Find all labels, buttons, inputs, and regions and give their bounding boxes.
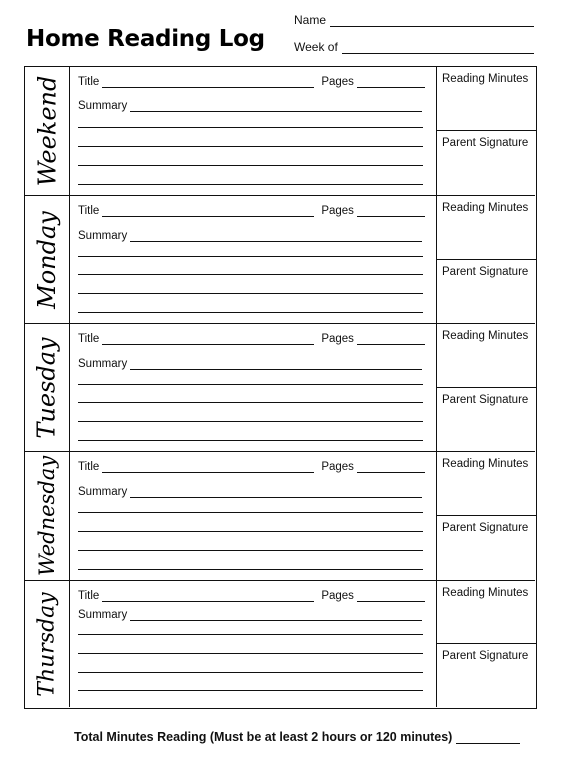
total-minutes-label: Total Minutes Reading (Must be at least 2 hours or 120 minutes) — [74, 730, 453, 744]
summary-label: Summary — [78, 100, 128, 112]
summary-line[interactable] — [78, 274, 423, 275]
title-field[interactable] — [78, 461, 425, 473]
title-field[interactable] — [78, 76, 425, 88]
reading-minutes-box[interactable] — [437, 581, 536, 644]
day-row-monday — [25, 196, 535, 324]
summary-line[interactable] — [130, 100, 422, 112]
title-label: Title — [78, 76, 100, 88]
title-line[interactable] — [102, 205, 314, 217]
summary-line[interactable] — [78, 634, 423, 635]
title-label: Title — [78, 461, 100, 473]
day-row-tuesday — [25, 324, 535, 452]
reading-log-table — [24, 66, 537, 709]
day-cell — [25, 581, 70, 707]
pages-line[interactable] — [357, 333, 425, 345]
day-label: Thursday — [34, 591, 60, 697]
total-minutes-line[interactable] — [456, 731, 520, 744]
summary-line[interactable] — [78, 512, 423, 513]
summary-field[interactable] — [78, 100, 422, 112]
title-field[interactable] — [78, 205, 425, 217]
summary-line[interactable] — [78, 312, 423, 313]
summary-line[interactable] — [78, 127, 423, 128]
summary-label: Summary — [78, 609, 128, 621]
day-label: Tuesday — [33, 336, 61, 439]
summary-field[interactable] — [78, 486, 422, 498]
signature-label: Parent Signature — [442, 265, 529, 278]
summary-line[interactable] — [130, 609, 422, 621]
parent-signature-box[interactable] — [437, 516, 536, 580]
minutes-label: Reading Minutes — [442, 458, 529, 470]
summary-line[interactable] — [78, 531, 423, 532]
summary-label: Summary — [78, 358, 128, 370]
pages-label: Pages — [321, 205, 354, 217]
entry-area — [69, 581, 436, 707]
signature-label: Parent Signature — [442, 393, 529, 406]
signature-label: Parent Signature — [442, 650, 529, 662]
title-line[interactable] — [102, 76, 314, 88]
day-cell — [25, 324, 70, 451]
day-row-weekend — [25, 67, 535, 196]
summary-label: Summary — [78, 230, 128, 242]
page-title: Home Reading Log — [26, 26, 265, 52]
signature-label: Parent Signature — [442, 522, 529, 534]
parent-signature-box[interactable] — [437, 260, 536, 324]
summary-line[interactable] — [78, 256, 423, 257]
summary-line[interactable] — [78, 653, 423, 654]
side-column — [436, 581, 536, 707]
week-line[interactable] — [342, 41, 534, 54]
day-cell — [25, 196, 70, 323]
title-line[interactable] — [102, 590, 314, 602]
day-label: Wednesday — [35, 455, 59, 577]
pages-label: Pages — [321, 76, 354, 88]
week-field[interactable] — [294, 40, 534, 54]
side-column — [436, 452, 536, 580]
summary-line[interactable] — [78, 384, 423, 385]
minutes-label: Reading Minutes — [442, 587, 529, 599]
side-column — [436, 67, 536, 195]
pages-label: Pages — [321, 590, 354, 602]
title-field[interactable] — [78, 333, 425, 345]
entry-area — [69, 452, 436, 580]
entry-area — [69, 67, 436, 195]
pages-line[interactable] — [357, 76, 425, 88]
signature-label: Parent Signature — [442, 137, 529, 149]
title-line[interactable] — [102, 461, 314, 473]
parent-signature-box[interactable] — [437, 131, 536, 195]
pages-label: Pages — [321, 333, 354, 345]
day-row-thursday — [25, 581, 535, 707]
name-label: Name — [294, 13, 327, 27]
summary-line[interactable] — [78, 402, 423, 403]
side-column — [436, 324, 536, 451]
minutes-label: Reading Minutes — [442, 202, 529, 214]
summary-field[interactable] — [78, 358, 422, 370]
name-line[interactable] — [330, 14, 534, 27]
title-line[interactable] — [102, 333, 314, 345]
entry-area — [69, 196, 436, 323]
pages-line[interactable] — [357, 590, 425, 602]
pages-label: Pages — [321, 461, 354, 473]
parent-signature-box[interactable] — [437, 644, 536, 707]
side-column — [436, 196, 536, 323]
title-label: Title — [78, 333, 100, 345]
summary-line[interactable] — [78, 672, 423, 673]
title-label: Title — [78, 205, 100, 217]
summary-line[interactable] — [78, 293, 423, 294]
day-label: Weekend — [33, 75, 61, 187]
summary-line[interactable] — [78, 184, 423, 185]
summary-field[interactable] — [78, 230, 422, 242]
reading-minutes-box[interactable] — [437, 196, 536, 260]
summary-line[interactable] — [78, 569, 423, 570]
pages-line[interactable] — [357, 461, 425, 473]
summary-line[interactable] — [78, 550, 423, 551]
pages-line[interactable] — [357, 205, 425, 217]
title-label: Title — [78, 590, 100, 602]
reading-minutes-box[interactable] — [437, 324, 536, 388]
week-label: Week of — [294, 40, 338, 54]
summary-line[interactable] — [78, 165, 423, 166]
total-minutes-field[interactable] — [74, 730, 520, 744]
parent-signature-box[interactable] — [437, 388, 536, 452]
minutes-label: Reading Minutes — [442, 330, 529, 342]
summary-field[interactable] — [78, 609, 422, 621]
day-cell — [25, 67, 70, 195]
day-row-wednesday — [25, 452, 535, 581]
day-label: Monday — [33, 210, 61, 309]
name-field[interactable] — [294, 13, 534, 27]
summary-line[interactable] — [78, 440, 423, 441]
day-cell — [25, 452, 70, 580]
entry-area — [69, 324, 436, 451]
reading-minutes-box[interactable] — [437, 452, 536, 516]
summary-label: Summary — [78, 486, 128, 498]
summary-line[interactable] — [78, 146, 423, 147]
reading-minutes-box[interactable] — [437, 67, 536, 131]
summary-line[interactable] — [78, 421, 423, 422]
minutes-label: Reading Minutes — [442, 73, 529, 85]
summary-line[interactable] — [130, 358, 422, 370]
summary-line[interactable] — [130, 230, 422, 242]
summary-line[interactable] — [130, 486, 422, 498]
title-field[interactable] — [78, 590, 425, 602]
summary-line[interactable] — [78, 690, 423, 691]
